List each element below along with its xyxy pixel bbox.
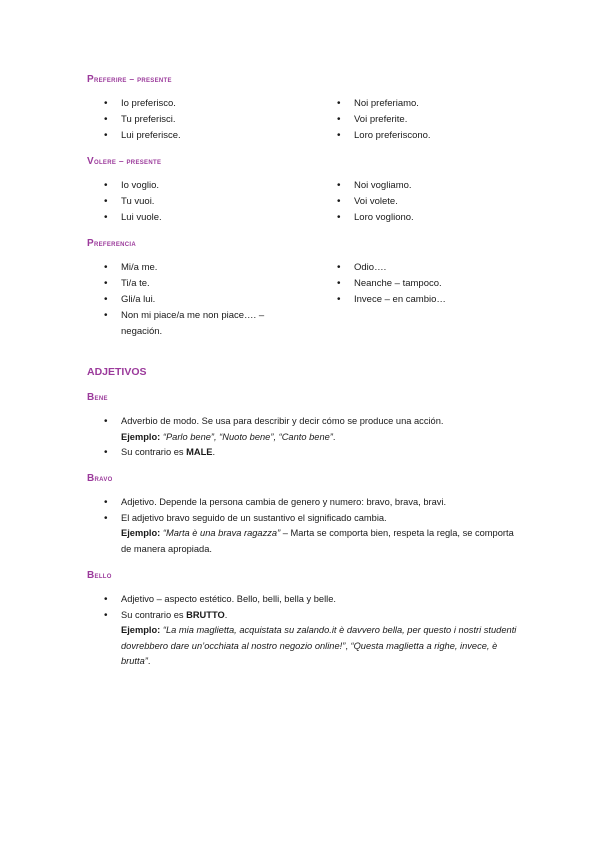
section-title-bravo: Bravo — [87, 473, 113, 484]
list-item: • Adjetivo – aspecto estético. Bello, belli, bella y belle. — [104, 592, 524, 608]
heading-adjetivos: ADJETIVOS — [87, 366, 147, 378]
list-item: • Tu vuoi. — [104, 194, 162, 210]
example-rest: – Marta se comporta bien, respeta la regla, se comporta de manera apropiada. — [121, 528, 514, 554]
list-item — [104, 608, 524, 670]
list-item: • Invece – en cambio… — [337, 292, 446, 308]
list-item: • Lui preferisce. — [104, 128, 181, 144]
example-label: Ejemplo: — [121, 625, 161, 635]
contrary-text: Su contrario es — [121, 447, 187, 457]
list-item: • Mi/a me. — [104, 260, 281, 276]
contrary-word: MALE — [186, 447, 213, 457]
list-item: • Tu preferisci. — [104, 112, 181, 128]
list-item: • Neanche – tampoco. — [337, 276, 446, 292]
contrary-word: BRUTTO — [186, 609, 225, 620]
list-item: • Io preferisco. — [104, 96, 181, 112]
list-item: • Loro preferiscono. — [337, 128, 431, 144]
list-item: • Gli/a lui. — [104, 292, 281, 308]
example-label: Ejemplo: — [121, 528, 161, 538]
contrary-text: Su contrario es — [121, 609, 187, 620]
bravo-note: El adjetivo bravo seguido de un sustantivo el significado cambia. — [121, 512, 387, 523]
list-item: • Odio…. — [337, 260, 446, 276]
bello-list — [104, 592, 524, 670]
section-title-volere: Volere – presente — [87, 156, 162, 167]
example-end: . — [332, 431, 336, 442]
section-title-preferencia: Preferencia — [87, 238, 136, 249]
example-quote-1: “La mia maglietta, acquistata su zalando.it è davvero bella, per questo i nostri studenti dovrebbero dare un’occhiata al nostro negozio online!” — [121, 625, 517, 651]
bravo-list — [104, 495, 524, 557]
list-item — [104, 414, 524, 445]
list-item: • Voi preferite. — [337, 112, 431, 128]
example-label: Ejemplo: — [121, 431, 161, 442]
list-item: • Loro vogliono. — [337, 210, 414, 226]
section-title-bello: Bello — [87, 570, 112, 581]
section-title-preferire: Preferire – presente — [87, 74, 172, 85]
list-item: • Noi vogliamo. — [337, 178, 414, 194]
list-item — [104, 511, 524, 558]
bene-list — [104, 414, 524, 461]
list-item: • Lui vuole. — [104, 210, 162, 226]
bene-definition: Adverbio de modo. Se usa para describir y decir cómo se produce una acción. — [121, 416, 444, 426]
list-item: • Voi volete. — [337, 194, 414, 210]
contrary-end: . — [212, 447, 216, 457]
volere-left-list — [104, 178, 162, 226]
preferencia-left-list — [104, 260, 281, 340]
example-quote: “Marta è una brava ragazza” — [162, 528, 281, 538]
volere-right-list — [337, 178, 414, 226]
list-item: • Non mi piace/a me non piace…. – negación. — [104, 308, 281, 340]
preferencia-right-list — [337, 260, 446, 308]
list-item: • Noi preferiamo. — [337, 96, 431, 112]
contrary-end: . — [224, 609, 228, 620]
preferire-right-list — [337, 96, 431, 144]
list-item: • Io voglio. — [104, 178, 162, 194]
preferire-left-list — [104, 96, 181, 144]
list-item: • Adjetivo. Depende la persona cambia de genero y numero: bravo, brava, bravi. — [104, 495, 524, 511]
list-item — [104, 445, 524, 461]
section-title-bene: Bene — [87, 392, 108, 403]
example-end: . — [147, 656, 151, 666]
example-text: “Parlo bene”, “Nuoto bene”, “Canto bene” — [162, 431, 333, 442]
example-separator: , — [345, 640, 351, 651]
list-item: • Ti/a te. — [104, 276, 281, 292]
example-quote-2: “Questa maglietta a righe, invece, è brutta” — [121, 640, 498, 666]
